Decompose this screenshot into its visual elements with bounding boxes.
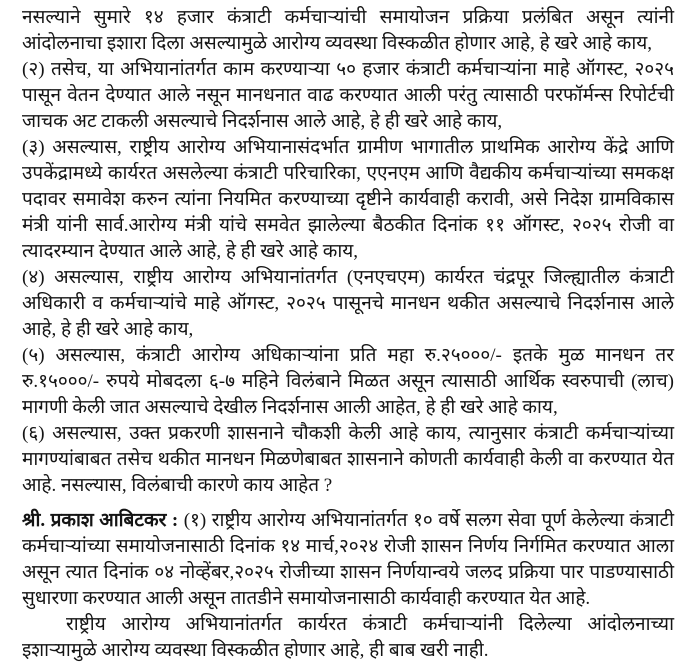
- answer-paragraph: [22, 508, 674, 612]
- question-item-5: (५) असल्यास, कंत्राटी आरोग्य अधिकाऱ्यांना प्रति महा रु.२५०००/- इतके मुळ मानधन तर रु.१५०००/- रुपये मोबदला ६-७ महिने विलंबाने मिळत असून त्यासाठी आर्थिक स्वरुपाची (लाच) मागणी केली जात असल्याचे देखील निदर्शनास आली आहेत, हे ही खरे आहे काय,: [22, 345, 674, 418]
- question-item-2: (२) तसेच, या अभियानांतर्गत काम करण्याऱ्या ५० हजार कंत्राटी कर्मचाऱ्यांना माहे ऑगस्ट, २०२५ पासून वेतन देण्यात आले नसून मानधनात वाढ करण्यात आली परंतु त्यासाठी परफॉर्मन्स रिपोर्टची जाचक अट टाकली असल्याचे निदर्शनास आले आहे, हे ही खरे आहे काय,: [22, 59, 674, 132]
- question-item-6: (६) असल्यास, उक्त प्रकरणी शासनाने चौकशी केली आहे काय, त्यानुसार कंत्राटी कर्मचाऱ्यांच्या मागण्यांबाबत तसेच थकीत मानधन मिळणेबाबत शासनाने कोणती कार्यवाही केली वा करण्यात येत आहे. नसल्यास, विलंबाची कारणे काय आहेत ?: [22, 423, 674, 496]
- question-item-3: (३) असल्यास, राष्ट्रीय आरोग्य अभियानासंदर्भात ग्रामीण भागातील प्राथमिक आरोग्य केंद्रे आणि उपकेंद्रामध्ये कार्यरत असलेल्या कंत्राटी परिचारिका, एएनएम आणि वैद्यकीय कर्मचाऱ्यांच्या समकक्ष पदावर समावेश करुन त्यांना नियमित करण्याच्या दृष्टीने कार्यवाही करावी, असे निदेश ग्रामविकास मंत्री यांनी सार्व.आरोग्य मंत्री यांचे समवेत झालेल्या बैठकीत दिनांक ११ ऑगस्ट, २०२५ रोजी वा त्यादरम्यान देण्यात आले आहे, हे ही खरे आहे काय,: [22, 137, 674, 262]
- answer-speaker-name: श्री. प्रकाश आबिटकर :: [22, 510, 179, 531]
- question-continuation-paragraph: नसल्याने सुमारे १४ हजार कंत्राटी कर्मचाऱ्यांची समायोजन प्रक्रिया प्रलंबित असून त्यांनी आंदोलनाचा इशारा दिला असल्यामुळे आरोग्य व्यवस्था विस्कळीत होणार आहे, हे खरे आहे काय,: [22, 7, 674, 54]
- answer-text: (१) राष्ट्रीय आरोग्य अभियानांतर्गत १० वर्षे सलग सेवा पूर्ण केलेल्या कंत्राटी कर्मचाऱ्यांच्या समायोजनासाठी दिनांक १४ मार्च,२०२४ रोजी शासन निर्णय निर्गमित करण्यात आला असून त्यात दिनांक ०४ नोव्हेंबर,२०२५ रोजीच्या शासन निर्णयान्वये जलद प्रक्रिया पार पाडण्यासाठी सुधारणा करण्यात आली असून तातडीने समायोजनासाठी कार्यवाही करण्यात येत आहे.: [22, 510, 675, 609]
- answer-closing-paragraph: राष्ट्रीय आरोग्य अभियानांतर्गत कार्यरत कंत्राटी कर्मचाऱ्यांनी दिलेल्या आंदोलनाच्या इशाऱ्यामुळे आरोग्य व्यवस्था विस्कळीत होणार आहे, ही बाब खरी नाही.: [22, 614, 674, 661]
- question-item-4: (४) असल्यास, राष्ट्रीय आरोग्य अभियानांतर्गत (एनएचएम) कार्यरत चंद्रपूर जिल्ह्यातील कंत्राटी अधिकारी व कर्मचाऱ्यांचे माहे ऑगस्ट, २०२५ पासूनचे मानधन थकीत असल्याचे निदर्शनास आले आहे, हे ही खरे आहे काय,: [22, 267, 674, 340]
